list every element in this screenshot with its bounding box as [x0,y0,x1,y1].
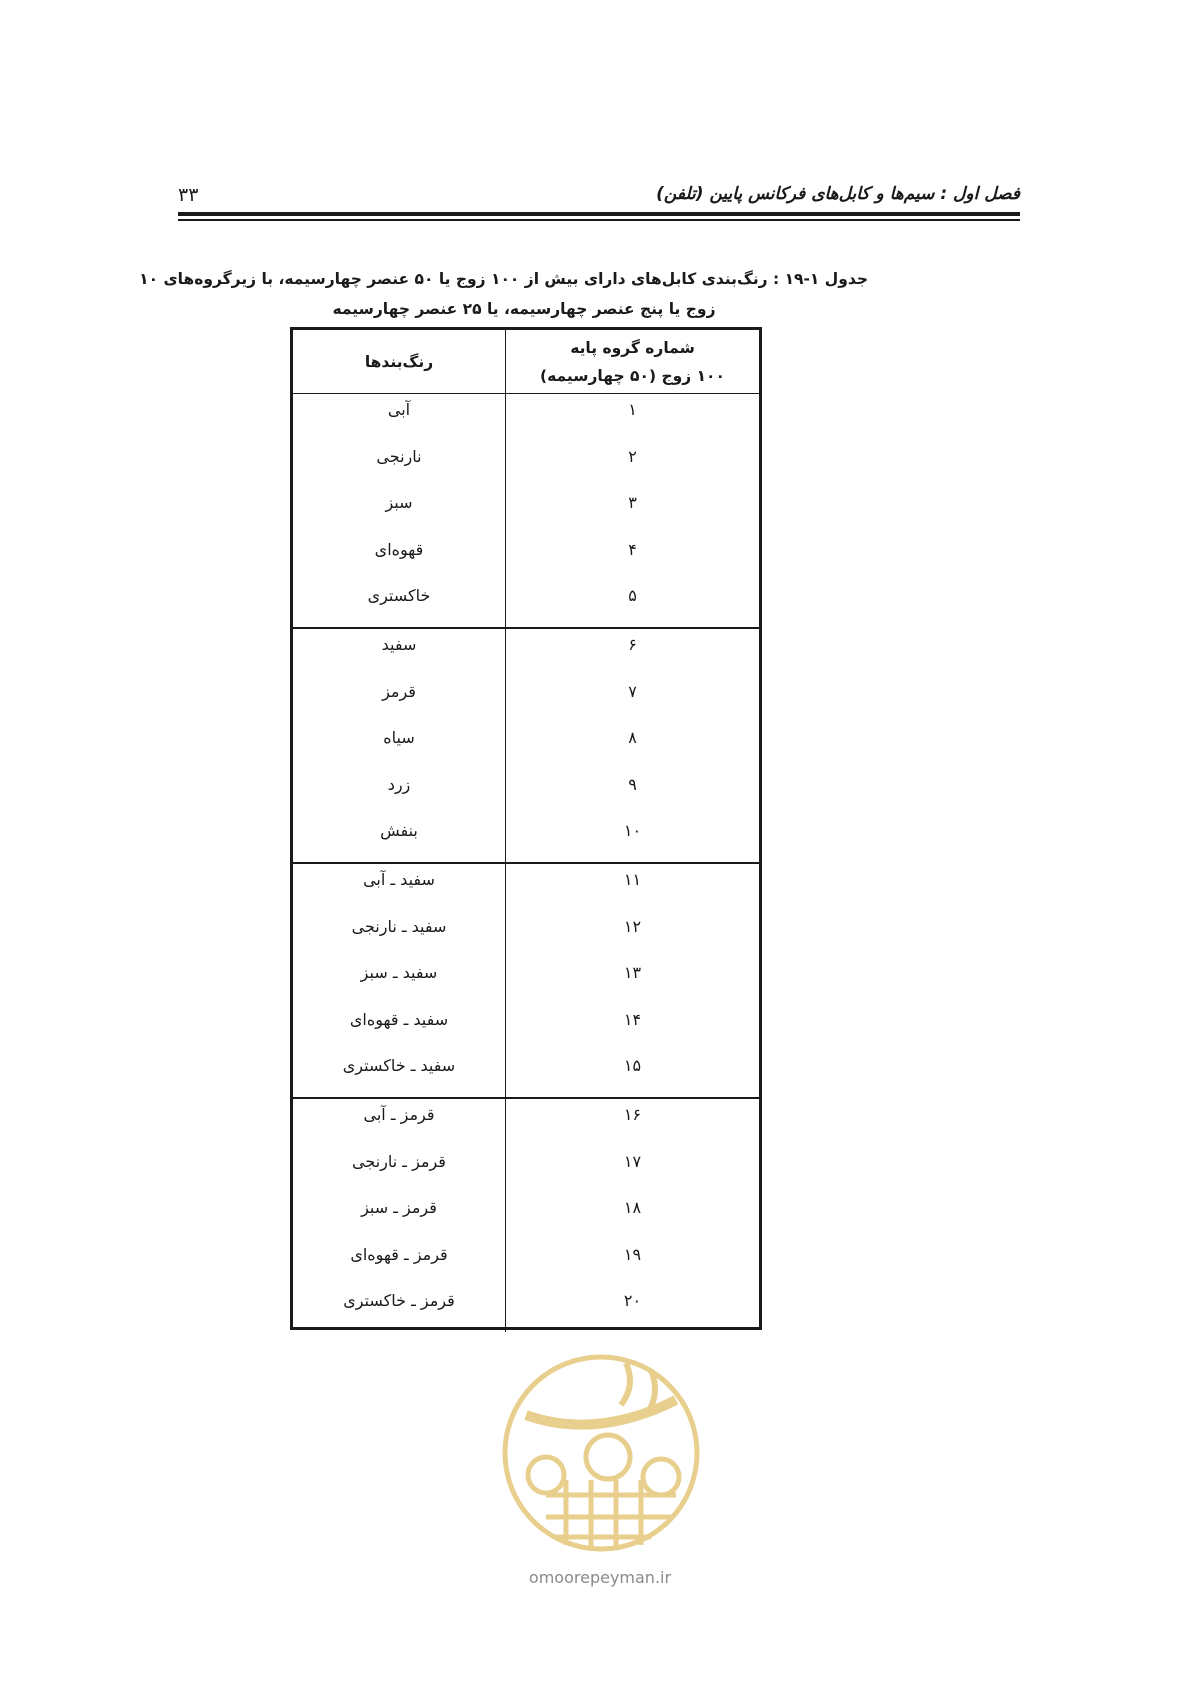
cell-group-number: ۱۴ [505,1004,759,1051]
cell-color: قرمز ـ قهوه‌ای [350,1244,448,1264]
page-number: ۳۳ [178,184,199,206]
cell-color: سفید ـ نارنجی [351,916,447,936]
cell-color: قهوه‌ای [374,539,424,559]
table-row [293,957,759,1004]
table-row [293,394,759,441]
cell-color: نارنجی [376,446,422,466]
table-row [293,441,759,488]
table-row [293,1146,759,1193]
table-row [293,676,759,723]
cell-color: قرمز ـ نارنجی [352,1151,446,1171]
header-rule-thin [178,219,1020,221]
row-block [293,1099,759,1332]
watermark-url: omoorepeyman.ir [528,1568,672,1587]
cell-color: سفید ـ قهوه‌ای [349,1009,449,1029]
cell-group-number: ۶ [505,629,759,676]
row-block [293,629,759,864]
cell-group-number: ۱۵ [505,1050,759,1097]
header-rule [178,212,1020,216]
caption-line-2: زوج یا پنج عنصر چهارسیمه، یا ۲۵ عنصر چهارسیمه [332,300,716,318]
cell-color: آبی [387,400,411,419]
cell-color: سفید ـ سبز [360,963,438,983]
cell-group-number: ۴ [505,534,759,581]
cell-color: قرمز [382,681,416,701]
cell-group-number: ۹ [505,769,759,816]
cell-group-number: ۱۱ [505,864,759,911]
table-row [293,1099,759,1146]
table-row [293,487,759,534]
table-row [293,1004,759,1051]
header-group-line-1: شماره گروه پایه [570,338,695,357]
table-row [293,1050,759,1097]
cell-color: زرد [387,774,411,794]
table-caption [139,264,868,324]
table-row [293,911,759,958]
cell-color: قرمز ـ آبی [363,1104,435,1124]
cell-group-number: ۱۷ [505,1146,759,1193]
cell-color: سفید [381,634,417,654]
cell-group-number: ۲ [505,441,759,488]
cell-group-number: ۱۶ [505,1099,759,1146]
table-row [293,864,759,911]
cell-group-number: ۵ [505,580,759,627]
cell-color: بنفش [380,821,418,841]
table-row [293,722,759,769]
table-row [293,580,759,627]
table-row [293,1192,759,1239]
header-colors: رنگ‌بندها [364,352,434,371]
cell-color: قرمز ـ سبز [361,1198,437,1218]
cell-group-number: ۱۸ [505,1192,759,1239]
logo-emblem-icon [486,1345,716,1560]
cell-color: خاکستری [367,586,431,606]
watermark-logo [486,1345,716,1560]
chapter-title: فصل اول : سیم‌ها و کابل‌های فرکانس پایین (تلفن) [656,184,1020,204]
row-block [293,864,759,1099]
cell-group-number: ۱۳ [505,957,759,1004]
table-row [293,629,759,676]
cell-group-number: ۲۰ [505,1285,759,1332]
cell-group-number: ۷ [505,676,759,723]
cell-group-number: ۸ [505,722,759,769]
cell-group-number: ۱۲ [505,911,759,958]
cell-group-number: ۳ [505,487,759,534]
table-row [293,769,759,816]
table-row [293,1239,759,1286]
cell-group-number: ۱ [505,394,759,441]
cell-color: سیاه [383,728,415,748]
cell-color: سفید ـ خاکستری [342,1056,456,1076]
table-row [293,1285,759,1332]
header-group-number [505,330,759,393]
table-header [293,330,759,394]
table-row [293,815,759,862]
row-block [293,394,759,629]
cell-group-number: ۱۹ [505,1239,759,1286]
page-header [178,180,1020,214]
table-body [293,394,759,1332]
header-group-line-2: ۱۰۰ زوج (۵۰ چهارسیمه) [540,366,725,385]
cell-color: سفید ـ آبی [363,869,435,889]
cell-group-number: ۱۰ [505,815,759,862]
color-code-table [290,327,762,1330]
cell-color: قرمز ـ خاکستری [343,1291,455,1311]
table-row [293,534,759,581]
cell-color: سبز [385,493,413,513]
caption-line-1: جدول ۱-۱۹ : رنگ‌بندی کابل‌های دارای بیش از ۱۰۰ زوج یا ۵۰ عنصر چهارسیمه، با زیرگروه‌های ۱۰ [139,270,868,288]
